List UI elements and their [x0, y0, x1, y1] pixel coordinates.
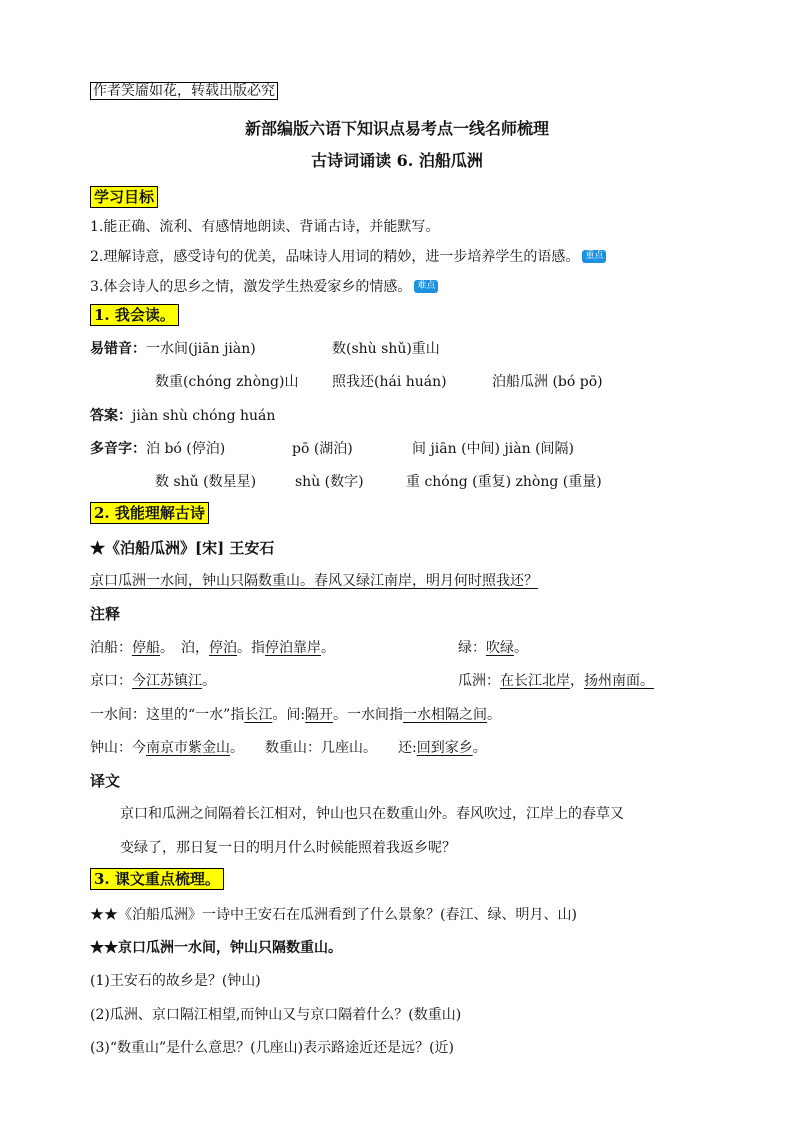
- polyphone-item: 间 jiān (中间) jiàn (间隔): [412, 441, 575, 457]
- document-title: 新部编版六语下知识点易考点一线名师梳理: [244, 119, 549, 138]
- note-item: 京口：今江苏镇江。: [90, 673, 216, 689]
- key-line-heading: ★★京口瓜洲一水间，钟山只隔数重山。: [90, 940, 342, 956]
- translation-line: 京口和瓜洲之间隔着长江相对，钟山也只在数重山外。春风吹过，江岸上的春草又: [120, 806, 624, 822]
- key-sub-question: (1)王安石的故乡是？(钟山): [90, 973, 261, 989]
- polyphone-item: shù (数字): [295, 474, 364, 490]
- easy-errors-item: 照我还(hái huán): [332, 374, 447, 390]
- answer-line: 答案：jiàn shù chóng huán: [90, 408, 276, 424]
- key-sub-question: (3)“数重山”是什么意思？(几座山)表示路途近还是远？(近): [90, 1040, 454, 1056]
- translation-heading: 译文: [90, 772, 121, 790]
- easy-errors-item: 泊船瓜洲 (bó pō): [492, 374, 603, 390]
- easy-errors-line-1: 易错音：一水间(jiān jiàn): [90, 341, 256, 357]
- translation-line: 变绿了，那日复一日的明月什么时候能照着我返乡呢？: [120, 840, 456, 856]
- difficulty-badge: 难点: [414, 280, 438, 293]
- easy-errors-item: 数(shù shǔ)重山: [332, 341, 440, 357]
- note-item: 绿：吹绿。: [458, 640, 528, 656]
- document-subtitle: 古诗词诵读 6. 泊船瓜洲: [311, 151, 483, 170]
- polyphone-item: pō (湖泊): [292, 441, 353, 457]
- goal-item: 2.理解诗意，感受诗句的优美，品味诗人用词的精妙，进一步培养学生的语感。 重点: [90, 246, 606, 266]
- note-item: 泊船：停船。 泊，停泊。指停泊靠岸。: [90, 640, 335, 656]
- note-item: 钟山：今南京市紫金山。 数重山：几座山。 还:回到家乡。: [90, 740, 487, 756]
- key-point-badge: 重点: [582, 250, 606, 263]
- key-points-heading: 3. 课文重点梳理。: [90, 868, 224, 890]
- polyphone-item: 重 chóng (重复) zhòng (重量): [406, 474, 602, 490]
- key-sub-question: (2)瓜洲、京口隔江相望,而钟山又与京口隔着什么？(数重山): [90, 1007, 462, 1023]
- goals-heading: 学习目标: [90, 186, 158, 208]
- poem-title: ★《泊船瓜洲》[宋] 王安石: [90, 539, 275, 557]
- goal-item: 3.体会诗人的思乡之情，激发学生热爱家乡的情感。 难点: [90, 276, 438, 296]
- easy-errors-item: 数重(chóng zhòng)山: [155, 374, 299, 390]
- key-question: ★★《泊船瓜洲》一诗中王安石在瓜洲看到了什么景象？(春江、绿、明月、山): [90, 907, 577, 923]
- goal-item: 1.能正确、流利、有感情地朗读、背诵古诗，并能默写。: [90, 219, 440, 235]
- copyright-notice: 作者笑靥如花，转载出版必究: [90, 82, 278, 100]
- polyphone-line-1: 多音字：泊 bó (停泊): [90, 441, 226, 457]
- note-item: 瓜洲：在长江北岸，扬州南面。: [458, 673, 654, 689]
- note-item: 一水间：这里的“一水”指长江。间:隔开。一水间指一水相隔之间。: [90, 707, 502, 723]
- polyphone-item: 数 shǔ (数星星): [155, 474, 257, 490]
- notes-heading: 注释: [90, 605, 121, 623]
- poem-text: 京口瓜洲一水间，钟山只隔数重山。春风又绿江南岸，明月何时照我还？: [90, 573, 538, 589]
- understand-heading: 2. 我能理解古诗: [90, 502, 209, 524]
- read-heading: 1. 我会读。: [90, 304, 179, 326]
